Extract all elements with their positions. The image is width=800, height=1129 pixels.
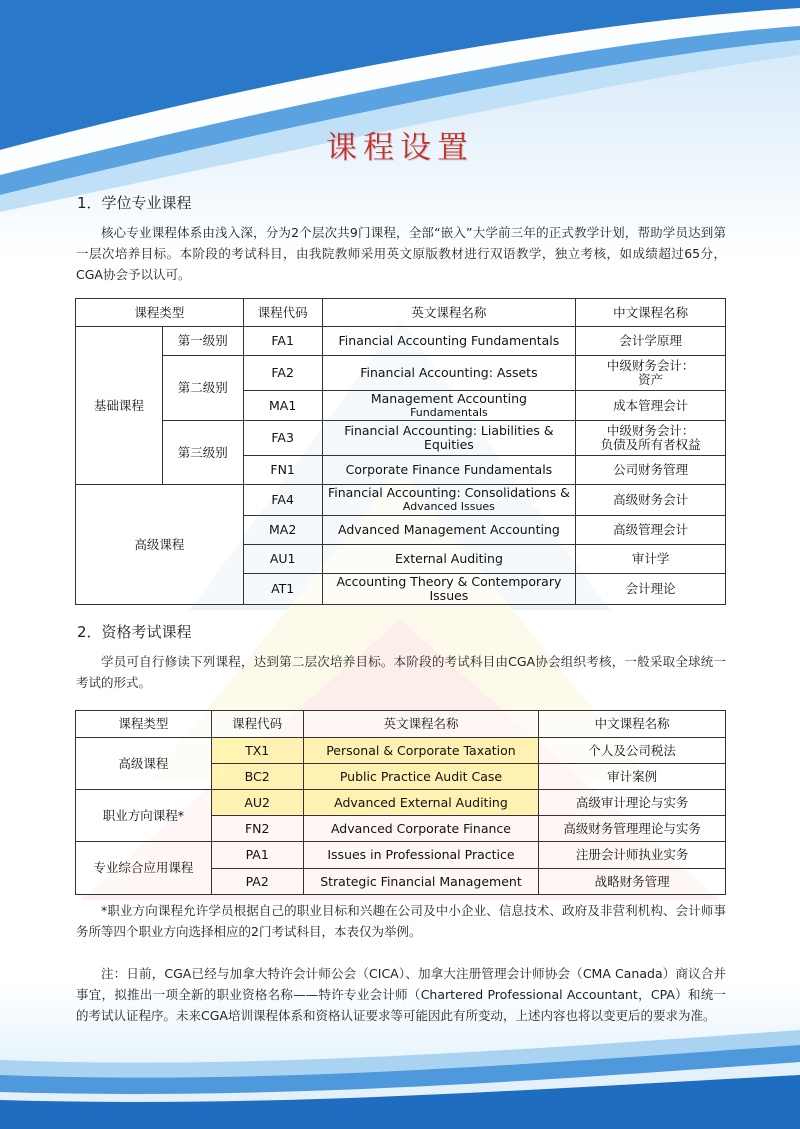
- section2-footnote: *职业方向课程允许学员根据自己的职业目标和兴趣在公司及中小企业、信息技术、政府及非营利机构、会计师事务所等四个职业方向选择相应的2门考试科目，本表仅为举例。: [76, 903, 726, 939]
- english-name: Advanced External Auditing: [303, 790, 539, 816]
- section2-paragraph: 学员可自行修读下列课程，达到第二层次培养目标。本阶段的考试科目由CGA协会组织考核，一般采取全球统一考试的形式。: [76, 654, 726, 690]
- chinese-name: [576, 356, 726, 391]
- english-name-line1: Financial Accounting: Consolidations &: [327, 485, 570, 500]
- english-name-line2: Issues: [429, 588, 469, 603]
- english-name-line2: Fundamentals: [410, 405, 488, 419]
- chinese-name: 审计案例: [539, 764, 726, 790]
- qualification-course-table: [75, 710, 726, 895]
- table-row: [76, 485, 726, 516]
- chinese-name: 高级财务会计: [576, 485, 726, 516]
- course-code: MA1: [243, 391, 322, 421]
- english-name: [322, 421, 576, 456]
- chinese-name: 高级管理会计: [576, 516, 726, 545]
- group-career: 职业方向课程*: [76, 790, 212, 842]
- english-name: Advanced Corporate Finance: [303, 816, 539, 842]
- english-name: Financial Accounting: Assets: [322, 356, 576, 391]
- chinese-name: 战略财务管理: [539, 869, 726, 895]
- level-3: 第三级别: [162, 421, 243, 485]
- english-name: Strategic Financial Management: [303, 869, 539, 895]
- chinese-name: 个人及公司税法: [539, 738, 726, 764]
- course-code: FA2: [243, 356, 322, 391]
- course-code: PA1: [211, 842, 303, 869]
- table-row: [76, 356, 726, 391]
- chinese-name: 会计理论: [576, 574, 726, 605]
- english-name-line1: Accounting Theory & Contemporary: [336, 574, 562, 589]
- english-name: Public Practice Audit Case: [303, 764, 539, 790]
- course-code: AU1: [243, 545, 322, 574]
- cpa-merger-note: 注：日前，CGA已经与加拿大特许会计师公会（CICA）、加拿大注册管理会计师协会（CMA Canada）商议合并事宜，拟推出一项全新的职业资格名称——特许专业会计师（Chartered Professional Accountant，CPA）和统一的考试认证程序。未来CGA培训课程体系和资格认证要求等可能因此有所变动，上述内容也将以变更后的要求为准。: [76, 966, 726, 1023]
- course-code: FA3: [243, 421, 322, 456]
- chinese-name: 高级审计理论与实务: [539, 790, 726, 816]
- table-row: [76, 790, 726, 816]
- chinese-name: [576, 421, 726, 456]
- course-code: MA2: [243, 516, 322, 545]
- table-header-row: [76, 711, 726, 738]
- group-advanced: 高级课程: [76, 738, 212, 790]
- level-2: 第二级别: [162, 356, 243, 421]
- chinese-name: 审计学: [576, 545, 726, 574]
- chinese-name-line2: 资产: [638, 372, 664, 387]
- chinese-name: 注册会计师执业实务: [539, 842, 726, 869]
- course-code: FA4: [243, 485, 322, 516]
- header-course-code: 课程代码: [211, 711, 303, 738]
- course-code: FN1: [243, 456, 322, 485]
- table-header-row: [76, 299, 726, 327]
- english-name: Issues in Professional Practice: [303, 842, 539, 869]
- level-1: 第一级别: [162, 327, 243, 356]
- chinese-name: 公司财务管理: [576, 456, 726, 485]
- english-name-line2: Advanced Issues: [402, 500, 495, 513]
- course-code: PA2: [211, 869, 303, 895]
- chinese-name: 高级财务管理理论与实务: [539, 816, 726, 842]
- english-name: Advanced Management Accounting: [322, 516, 576, 545]
- course-code: BC2: [211, 764, 303, 790]
- section1-heading: 1．学位专业课程: [77, 194, 192, 212]
- chinese-name-line1: 中级财务会计：: [606, 358, 695, 373]
- header-english-name: 英文课程名称: [303, 711, 539, 738]
- table-row: [76, 421, 726, 456]
- header-english-name: 英文课程名称: [322, 299, 576, 327]
- group-basic: 基础课程: [76, 327, 163, 485]
- header-course-type: 课程类型: [76, 299, 244, 327]
- english-name-line2: Equities: [424, 437, 474, 452]
- header-course-code: 课程代码: [243, 299, 322, 327]
- course-code: TX1: [211, 738, 303, 764]
- english-name: Financial Accounting Fundamentals: [322, 327, 576, 356]
- chinese-name-line2: 负债及所有者权益: [600, 437, 701, 452]
- page-title: 课程设置: [326, 130, 474, 166]
- degree-course-table: [75, 298, 726, 605]
- course-code: FN2: [211, 816, 303, 842]
- chinese-name-line1: 中级财务会计：: [606, 423, 695, 438]
- english-name: [322, 485, 576, 516]
- header-course-type: 课程类型: [76, 711, 212, 738]
- english-name: External Auditing: [322, 545, 576, 574]
- english-name-line1: Financial Accounting: Liabilities &: [344, 423, 554, 438]
- header-chinese-name: 中文课程名称: [539, 711, 726, 738]
- section2-heading: 2．资格考试课程: [77, 623, 192, 641]
- english-name: [322, 574, 576, 605]
- english-name: Personal & Corporate Taxation: [303, 738, 539, 764]
- group-comprehensive: 专业综合应用课程: [76, 842, 212, 895]
- english-name: [322, 391, 576, 421]
- group-advanced: 高级课程: [76, 485, 244, 605]
- english-name-line1: Management Accounting: [370, 390, 527, 406]
- table-row: [76, 842, 726, 869]
- table-row: [76, 327, 726, 356]
- section1-paragraph: 核心专业课程体系由浅入深，分为2个层次共9门课程，全部“嵌入”大学前三年的正式教学计划，帮助学员达到第一层次培养目标。本阶段的考试科目，由我院教师采用英文原版教材进行双语教学，独立考核，如成绩超过65分，CGA协会予以认可。: [76, 225, 726, 282]
- course-code: AU2: [211, 790, 303, 816]
- chinese-name: 会计学原理: [576, 327, 726, 356]
- course-code: FA1: [243, 327, 322, 356]
- table-row: [76, 738, 726, 764]
- english-name: Corporate Finance Fundamentals: [322, 456, 576, 485]
- header-chinese-name: 中文课程名称: [576, 299, 726, 327]
- chinese-name: 成本管理会计: [576, 391, 726, 421]
- course-code: AT1: [243, 574, 322, 605]
